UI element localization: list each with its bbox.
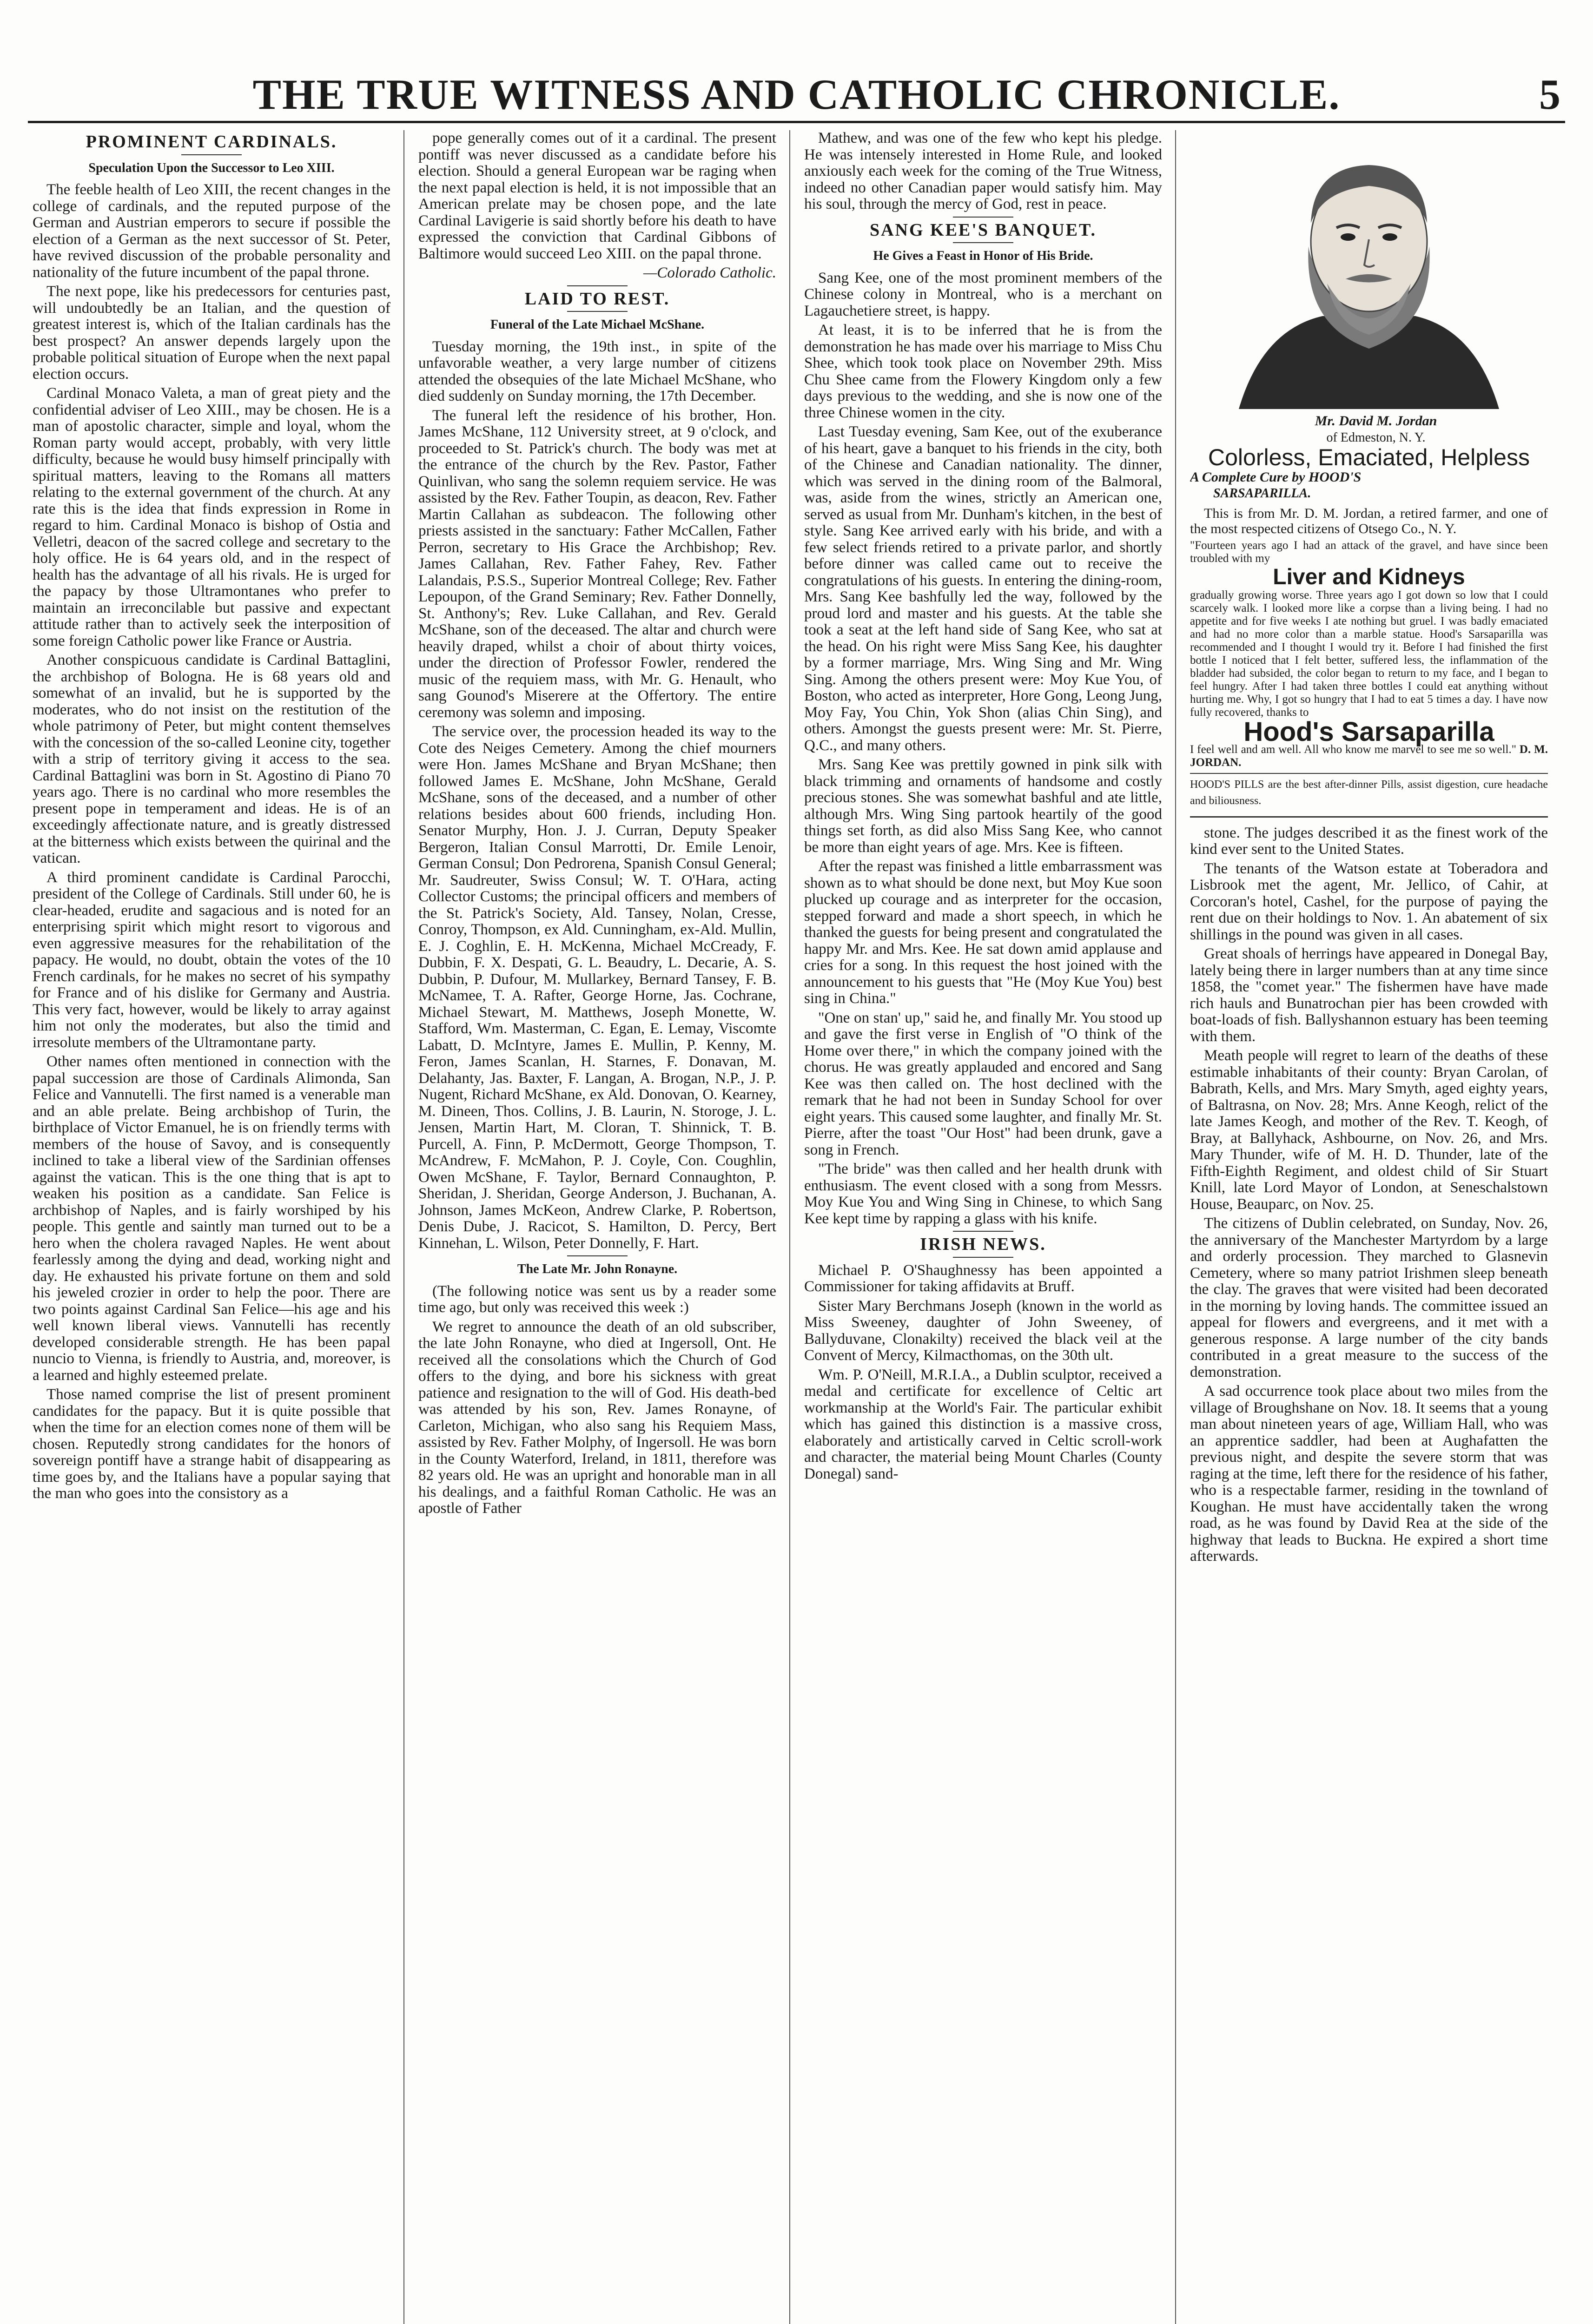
article-paragraph: Mathew, and was one of the few who kept his pledge. He was intensely interested in Home Rule, and looked anxiously each week for the coming of the True Witness, indeed no other Canadian paper would satisfy him. May his soul, through the mercy of God, rest in peace. (804, 130, 1162, 212)
divider (953, 1231, 1013, 1232)
hoods-sarsaparilla-advertisement (1190, 130, 1548, 818)
article-heading: PROMINENT CARDINALS. (86, 132, 337, 152)
article-paragraph: Mrs. Sang Kee was prettily gowned in pink silk with black trimming and ornaments of handsome and costly precious stones. She was somewhat bashful and ate little, although Mrs. Wing Sing partook heartily of the good things set forth, as did also Miss Sang Kee, who cannot be more than eight years of age. Mrs. Kee is fifteen. (804, 756, 1162, 856)
article-paragraph: After the repast was finished a little embarrassment was shown as to what should be done next, but Moy Kue soon plucked up courage and as interpreter for the occasion, stepped forward and made a short speech, in which he thanked the guests for being present and congratulated the happy Mr. and Mrs. Kee. He sat down amid applause and cries for a song. In this request the host joined with the announcement to his guests that "He (Moy Kue You) best sing in China." (804, 858, 1162, 1007)
article-paragraph: Wm. P. O'Neill, M.R.I.A., a Dublin sculptor, received a medal and certificate for excellence of Celtic art workmanship at the World's Fair. The particular exhibit which has gained this distinction is a massive cross, elaborately and artistically carved in Celtic scroll-work and character, the material being Mount Charles (County Donegal) sand- (804, 1366, 1162, 1482)
masthead (28, 70, 1565, 123)
article-paragraph: Other names often mentioned in connection with the papal succession are those of Cardinals Alimonda, San Felice and Vannutelli. The first named is a venerable man and an able prelate. Being archbishop of Turin, the birthplace of Victor Emanuel, he is on friendly terms with members of the house of Savoy, and is consequently inclined to take a liberal view of the Sardinian offenses against the vatican. This is the one thing that is apt to weaken his position as a candidate. San Felice is archbishop of Naples, and is fairly worshiped by his people. This gentle and saintly man turned out to be a hero when the cholera ravaged Naples. He went about fearlessly among the dying and dead, working night and day. He exhausted his private fortune on them and sold his jeweled crozier in order to help the poor. There are two points against Cardinal San Felice—his age and his well known liberal views. Vannutelli has recently developed considerable strength. He has been papal nuncio to Vienna, is friendly to Austria, and, moreover, is a learned and highly esteemed prelate. (33, 1053, 390, 1384)
article-paragraph: Great shoals of herrings have appeared in Donegal Bay, lately being there in larger numbers than at any time since 1858, the "comet year." The fishermen have have made rich hauls and Bunatrochan pier has been crowded with boat-loads of fish. Ballyshannon estuary has been teeming with them. (1190, 945, 1548, 1045)
article-paragraph: Sister Mary Berchmans Joseph (known in the world as Miss Sweeney, daughter of John Sweeney, of Ballyduvane, Clonakilty) received the black veil at the Convent of Mercy, Kilmacthomas, on the 30th ult. (804, 1297, 1162, 1364)
article-paragraph: pope generally comes out of it a cardinal. The present pontiff was never discussed as a candidate before his election. Should a general European war be raging when the next papal election is held, it is not impossible that an American prelate may be chosen pope, and the late Cardinal Lavigerie is said shortly before his death to have expressed the conviction that Cardinal Gibbons of Baltimore would succeed Leo XIII. on the papal throne. (418, 130, 776, 262)
portrait-location: of Edmeston, N. Y. (1326, 430, 1426, 445)
ad-subhead: A Complete Cure by HOOD'S (1190, 469, 1362, 485)
portrait-illustration (1206, 130, 1532, 409)
article-paragraph: Meath people will regret to learn of the deaths of these estimable inhabitants of their county: Bryan Carolan, of Babrath, Kells, and Mrs. Mary Smyth, aged eighty years, of Baltrasna, on Nov. 28; Mrs. Anne Keogh, relict of the late James Keogh, and mother of the Rev. T. Keogh, of Bray, at Ballyhack, Ashbourne, on Nov. 26, and Mrs. Mary Thunder, wife of M. H. D. Thunder, late of the Fifth-Eighth Regiment, and oldest child of Sir Stuart Knill, late Lord Mayor of London, at Seneschalstown House, Beauparc, on Nov. 25. (1190, 1047, 1548, 1213)
divider (567, 1255, 628, 1256)
portrait-engraving (1206, 130, 1532, 409)
article-heading: LAID TO REST. (524, 289, 670, 309)
ad-closing-text: I feel well and am well. All who know me marvel to see me so well." (1190, 743, 1516, 756)
article-paragraph: Tuesday morning, the 19th inst., in spite of the unfavorable weather, a very large number of citizens attended the obsequies of the late Michael McShane, who died suddenly on Sunday morning, the 17th December. (418, 338, 776, 404)
article-paragraph: At least, it is to be inferred that he is from the demonstration he has made over his marriage to Miss Chu Shee, which took took place on November 29th. Miss Chu Shee came from the Flowery Kingdom only a few days previous to the wedding, and she is now one of the three Chinese women in the city. (804, 322, 1162, 421)
article-credit: —Colorado Catholic. (643, 264, 776, 281)
ad-intro: This is from Mr. D. M. Jordan, a retired farmer, and one of the most respected citizens of Otsego Co., N. Y. (1190, 505, 1548, 536)
ad-bold-heading: Liver and Kidneys (1273, 564, 1465, 589)
column-rule (403, 130, 404, 2324)
ad-subhead: SARSAPARILLA. (1213, 486, 1311, 501)
article-paragraph: A sad occurrence took place about two miles from the village of Broughshane on Nov. 18. It seems that a young man about nineteen years of age, William Hall, who was an apprentice saddler, had been at Aughafatten the previous night, and despite the severe storm that was raging at the time, left there for the residence of his father, who is a respectable farmer, residing in the townland of Koughan. He must have accidentally taken the wrong road, as he was found by David Rea at the side of the highway that leads to Buckna. He expired a short time afterwards. (1190, 1383, 1548, 1565)
masthead-title: THE TRUE WITNESS AND CATHOLIC CHRONICLE. (252, 71, 1341, 118)
article-heading: IRISH NEWS. (920, 1235, 1046, 1254)
article-paragraph: Last Tuesday evening, Sam Kee, out of the exuberance of his heart, gave a banquet to his friends in the city, both of the Chinese and Canadian nationality. The dinner, which was served in the dining room of the Balmoral, was, aside from the wines, strictly an American one, served as usual from Mr. Dunham's kitchen, in the best of style. Sang Kee arrived early with his bride, and with a few select friends retired to a private parlor, and shortly before dinner was called came out to receive the congratulations of his guests. In entering the dining-room, Mrs. Sang Kee bashfully led the way, followed by the proud lord and master and his guests. At the table she took a seat at the left hand side of Sang Kee, who sat at the head. On his right were Miss Sang Kee, his daughter by a former marriage, Mrs. Wing Sing and Mr. Wing Sing. Among the others present were: Moy Kue You, of Boston, who acted as interpreter, Hore Gong, Leong Jung, Moy Fay, You Chin, Yok Shon (alias Chin Sing), and others. Amongst the guests present were: Mr. St. Pierre, Q.C., and many others. (804, 423, 1162, 754)
column-1 (33, 130, 390, 2324)
article-subheading: Speculation Upon the Successor to Leo XIII. (88, 160, 335, 175)
article-paragraph: (The following notice was sent us by a reader some time ago, but only was received this week :) (418, 1282, 776, 1316)
column-2 (418, 130, 776, 2324)
divider (567, 285, 628, 286)
divider (953, 242, 1013, 243)
article-paragraph: The citizens of Dublin celebrated, on Sunday, Nov. 26, the anniversary of the Manchester Martyrdom by a large and orderly procession. They marched to Glasnevin Cemetery, where so many patriot Irishmen sleep beneath the clay. The graves that were visited had been decorated in the morning by loving hands. The committee issued an appeal for flowers and evergreens, and it met with a generous response. A large number of the city bands contributed in a great measure to the success of the demonstration. (1190, 1215, 1548, 1380)
column-4 (1190, 130, 1548, 2324)
article-paragraph: The service over, the procession headed its way to the Cote des Neiges Cemetery. Among the chief mourners were Hon. James McShane and Bryan McShane; then followed James E. McShane, John McShane, Gerald McShane, sons of the deceased, and a number of other relations besides about 600 friends, including Hon. Senator Murphy, Hon. J. J. Curran, Deputy Speaker Bergeron, Italian Consul Marrotti, Dr. Emile Lenoir, German Consul; Don Pedrorena, Spanish Consul General; Mr. Saudreuter, Swiss Consul; W. T. O'Hara, acting Collector Customs; the principal officers and members of the St. Patrick's Society, Ald. Tansey, Nolan, Cresse, Conroy, Thompson, ex Ald. Cunningham, ex-Ald. Mullin, E. J. Coghlin, E. H. McKenna, Michael McCready, F. Dubbin, F. X. Despati, G. L. Beaudry, L. Decarie, A. S. Dubbin, P. Dufour, M. Mullarkey, Bernard Tansey, F. B. McNamee, T. A. Rafter, George Horne, Jas. Cochrane, Michael Stewart, M. Matthews, Joseph Monette, W. Stafford, Wm. Masterman, C. Egan, E. Lemay, Viscomte Labatt, D. McIntyre, James E. Mullin, P. Kenny, M. Feron, James Scanlan, H. Starnes, F. Donavan, M. Delahanty, Jas. Baxter, F. Langan, A. Brogan, N.P., J. P. Nugent, Richard McShane, ex Ald. Donovan, O. Kearney, M. Dineen, Thos. Collins, J. B. Laurin, N. Storoge, J. L. Jensen, Martin Hart, M. Cloran, T. Shinnick, T. B. Purcell, A. Finn, P. McDermott, George Thompson, T. McAndrew, F. McMahon, P. J. Coyle, Con. Coughlin, Owen McShane, F. Taylor, Bernard Connaughton, P. Sheridan, J. Sheridan, George Anderson, J. Buchanan, A. Johnson, James McKeon, Andrew Clarke, P. Robertson, Denis Dube, J. Racicot, S. Hamilton, D. Percy, Bert Kinnehan, L. Wilson, Peter Donnelly, F. Hart. (418, 723, 776, 1252)
article-paragraph: "The bride" was then called and her health drunk with enthusiasm. The event closed with a song from Messrs. Moy Kue You and Wing Sing in Chinese, to which Sang Kee kept time by rapping a glass with his knife. (804, 1161, 1162, 1227)
ad-signature: D. M. JORDAN. (1190, 743, 1548, 769)
article-paragraph: Sang Kee, one of the most prominent members of the Chinese colony in Montreal, who is a merchant on Lagauchetiere street, is happy. (804, 269, 1162, 319)
article-subheading: The Late Mr. John Ronayne. (517, 1262, 678, 1276)
ad-pills-note: HOOD'S PILLS are the best after-dinner Pills, assist digestion, cure headache and biliousness. (1190, 773, 1548, 810)
article-paragraph: The next pope, like his predecessors for centuries past, will undoubtedly be an Italian, and the question of greatest interest is, which of the Italian cardinals has the best prospect? An answer depends largely upon the probable political situation of Europe when the next papal election occurs. (33, 283, 390, 383)
ad-testimonial: "Fourteen years ago I had an attack of the gravel, and have since been troubled with my (1190, 539, 1548, 565)
article-paragraph: Another conspicuous candidate is Cardinal Battaglini, the archbishop of Bologna. He is 68 years old and somewhat of an invalid, but he is supported by the moderates, who do not insist on the restitution of the whole patrimony of Peter, but might content themselves with the concession of the so-called Leonine city, together with a strip of territory giving it access to the sea. Cardinal Battaglini was born in St. Agostino di Piano 70 years ago. There is no cardinal who more resembles the present pope in temperament and ideas. He is of an exceedingly affectionate nature, and is greatly distressed at the bitterness which exists between the quirinal and the vatican. (33, 652, 390, 866)
article-paragraph: Cardinal Monaco Valeta, a man of great piety and the confidential adviser of Leo XIII., may be chosen. He is a man of apostolic character, simple and loyal, whom the Roman party would accept, probably, with very little difficulty, because he would busy himself principally with spiritual matters, leaving to the Romans all matters relating to the external government of the church. At any rate this is the idea that finds expression in Rome in regard to him. Cardinal Monaco is bishop of Ostia and Velletri, deacon of the sacred college and secretary to the holy office. He is 64 years old, and in the respect of health has the advantage of all his rivals. He is urged for the papacy by those Ultramontanes who prefer to maintain an irreconcilable but passive and expectant attitude rather than to actively seek the interposition of some foreign Catholic power like France or Austria. (33, 385, 390, 649)
ad-closing (1190, 743, 1548, 769)
divider (181, 154, 242, 155)
article-paragraph: The feeble health of Leo XIII, the recent changes in the college of cardinals, and the reputed purpose of the German and Austrian emperors to secure if possible the election of a German as the next successor of St. Peter, have revived discussion of the probable personality and nationality of the future incumbent of the papal throne. (33, 181, 390, 281)
article-paragraph: stone. The judges described it as the finest work of the kind ever sent to the United States. (1190, 824, 1548, 858)
column-3 (804, 130, 1162, 2324)
article-paragraph: Those named comprise the list of present prominent candidates for the papacy. But it is quite possible that when the time for an election comes none of them will be chosen. Reputedly strong candidates for the honors of sovereign pontiff have a strange habit of disappearing as time goes by, and the Italians have a popular saying that the man who goes into the consistory as a (33, 1386, 390, 1502)
ad-testimonial: gradually growing worse. Three years ago I got down so low that I could scarcely walk. I looked more like a corpse than a living being. I had no appetite and for five weeks I ate nothing but gruel. I was badly emaciated and had no more color than a marble statue. Hood's Sarsaparilla was recommended and I thought I would try it. Before I had finished the first bottle I noticed that I felt better, suffered less, the inflammation of the bladder had subsided, the color began to return to my face, and I began to feel hungry. After I had taken three bottles I could eat anything without hurting me. Why, I got so hungry that I had to eat 5 times a day. I have now fully recovered, thanks to (1190, 589, 1548, 719)
ad-headline: Colorless, Emaciated, Helpless (1208, 444, 1530, 470)
article-paragraph: The tenants of the Watson estate at Toberadora and Lisbrook met the agent, Mr. Jellico, of Cahir, at Corcoran's hotel, Cashel, for the purpose of paying the rent due on their holdings to Nov. 1. An abatement of six shillings in the pound was given in all cases. (1190, 860, 1548, 943)
article-paragraph: We regret to announce the death of an old subscriber, the late John Ronayne, who died at Ingersoll, Ont. He received all the consolations which the Church of God offers to the dying, and bore his sickness with great patience and resignation to the will of God. His death-bed was attended by his son, Rev. James Ronayne, of Carleton, Michigan, who also sang his Requiem Mass, assisted by Rev. Father Molphy, of Ingersoll. He was born in the County Waterford, Ireland, in 1811, therefore was 82 years old. He was an upright and honorable man in all his dealings, and a faithful Roman Catholic. He was an apostle of Father (418, 1318, 776, 1517)
portrait-caption: Mr. David M. Jordan (1315, 413, 1437, 429)
ad-brand-name: Hood's Sarsaparilla (1243, 717, 1494, 747)
column-rule (789, 130, 790, 2324)
article-paragraph: The funeral left the residence of his brother, Hon. James McShane, 112 University street, at 9 o'clock, and proceeded to St. Patrick's church. The body was met at the entrance of the church by the Rev. Pastor, Father Quinlivan, who sang the solemn requiem service. He was assisted by the Rev. Father Toupin, as deacon, Rev. Father Martin Callahan as subdeacon. The following other priests assisted in the sanctuary: Father McCallen, Father Perron, secretary to His Grace the Archbishop; Rev. James Callahan, Rev. Father Fahey, Rev. Father Lalandais, P.S.S., Superior Montreal College; Rev. Father Lepoupon, of the Grand Seminary; Rev. Father Donnelly, St. Anthony's; Rev. Luke Callahan, and Rev. Gerald McShane, son of the deceased. The altar and church were heavily draped, whilst a choir of about thirty voices, under the direction of Professor Fowler, rendered the music of the requiem mass, with Mr. G. Henault, who sang Gounod's Miserere at the Offertory. The entire ceremony was solemn and imposing. (418, 407, 776, 721)
column-rule (1175, 130, 1176, 2324)
article-heading: SANG KEE'S BANQUET. (869, 220, 1097, 240)
article-paragraph: Michael P. O'Shaughnessy has been appointed a Commissioner for taking affidavits at Bruff. (804, 1261, 1162, 1295)
article-paragraph: A third prominent candidate is Cardinal Parocchi, president of the College of Cardinals. Still under 60, he is clear-headed, erudite and sagacious and is noted for an enterprising spirit which might resort to vigorous and even aggressive measures for the rehabilitation of the papacy. He would, no doubt, obtain the votes of the 10 French cardinals, for he makes no secret of his sympathy for France and of his dislike for Germany and Austria. This very fact, however, would be likely to array against him not only the moderates, but also the timid and irresolute members of the Ultramontane party. (33, 869, 390, 1051)
divider (567, 311, 628, 312)
article-paragraph: "One on stan' up," said he, and finally Mr. You stood up and gave the first verse in English of "O think of the Home over there," in which the company joined with the chorus. He was greatly applauded and encored and Sang Kee was then called on. The host declined with the remark that he had not been in Sunday School for over eight years. This caused some laughter, and finally Mr. St. Pierre, after the toast "Our Host" had been drunk, gave a song in French. (804, 1009, 1162, 1158)
article-subheading: Funeral of the Late Michael McShane. (490, 317, 705, 332)
divider (953, 1257, 1013, 1258)
divider (953, 217, 1013, 218)
article-subheading: He Gives a Feast in Honor of His Bride. (873, 249, 1093, 263)
page-number: 5 (1539, 71, 1560, 118)
